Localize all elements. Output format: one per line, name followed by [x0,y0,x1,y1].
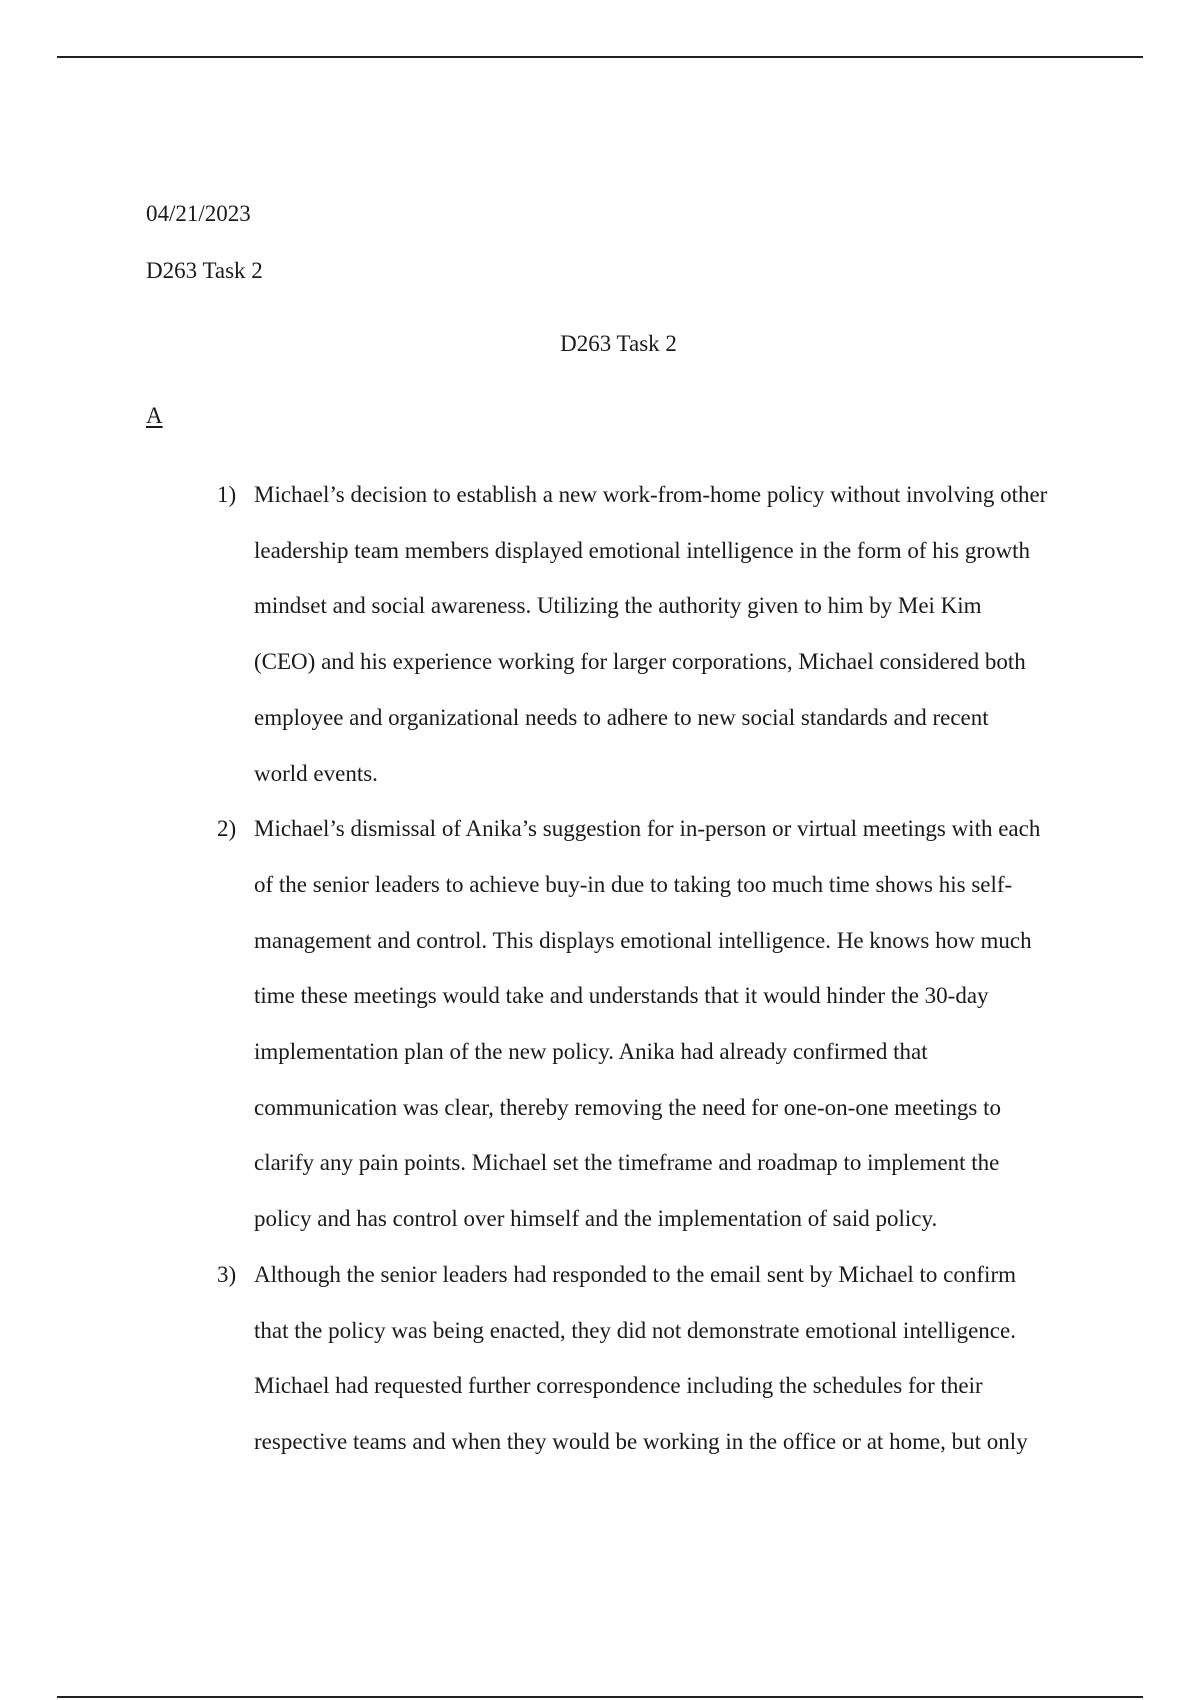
text-line: Michael’s decision to establish a new work-from-home policy without involving other [254,482,1048,507]
text-line: Michael’s dismissal of Anika’s suggestion for in-person or virtual meetings with each [254,816,1041,842]
text-line: Although the senior leaders had responded to the email sent by Michael to confirm [254,1261,1016,1287]
text-line: communication was clear, thereby removing the need for one-on-one meetings to [254,1094,1001,1120]
section-heading-a: A [146,403,163,428]
text-line: respective teams and when they would be working in the office or at home, but only [254,1428,1028,1454]
numbered-list [0,467,1200,1470]
list-item-number: 3) [217,1261,237,1287]
list-item-3 [0,1247,1094,1470]
document-title: D263 Task 2 [560,331,677,356]
document-date: 04/21/2023 [146,201,251,226]
list-item-2 [0,801,1094,1247]
text-line: of the senior leaders to achieve buy-in due to taking too much time shows his self- [254,871,1013,897]
text-line: (CEO) and his experience working for larger corporations, Michael considered both [254,649,1026,675]
list-item-text [254,1247,1094,1470]
page-top-rule [57,56,1143,58]
text-line: mindset and social awareness. Utilizing the authority given to him by Mei Kim [254,593,982,619]
text-line: time these meetings would take and understands that it would hinder the 30-day [254,983,989,1009]
text-line: management and control. This displays emotional intelligence. He knows how much [254,927,1032,953]
text-line: policy and has control over himself and the implementation of said policy. [254,1206,938,1232]
list-item-1 [0,467,1094,801]
list-item-text [254,467,1094,801]
text-line: Michael had requested further correspondence including the schedules for their [254,1373,983,1399]
text-line: leadership team members displayed emotional intelligence in the form of his growth [254,537,1031,563]
text-line: implementation plan of the new policy. Anika had already confirmed that [254,1039,928,1065]
course-task-label: D263 Task 2 [146,258,263,283]
list-item-number: 1) [217,482,237,507]
text-line: employee and organizational needs to adhere to new social standards and recent [254,704,989,730]
list-item-number: 2) [217,816,237,842]
page-bottom-rule [57,1696,1143,1698]
list-item-text [254,801,1094,1247]
text-line: world events. [254,760,378,786]
text-line: clarify any pain points. Michael set the timeframe and roadmap to implement the [254,1150,1000,1176]
text-line: that the policy was being enacted, they did not demonstrate emotional intelligence. [254,1317,1016,1343]
